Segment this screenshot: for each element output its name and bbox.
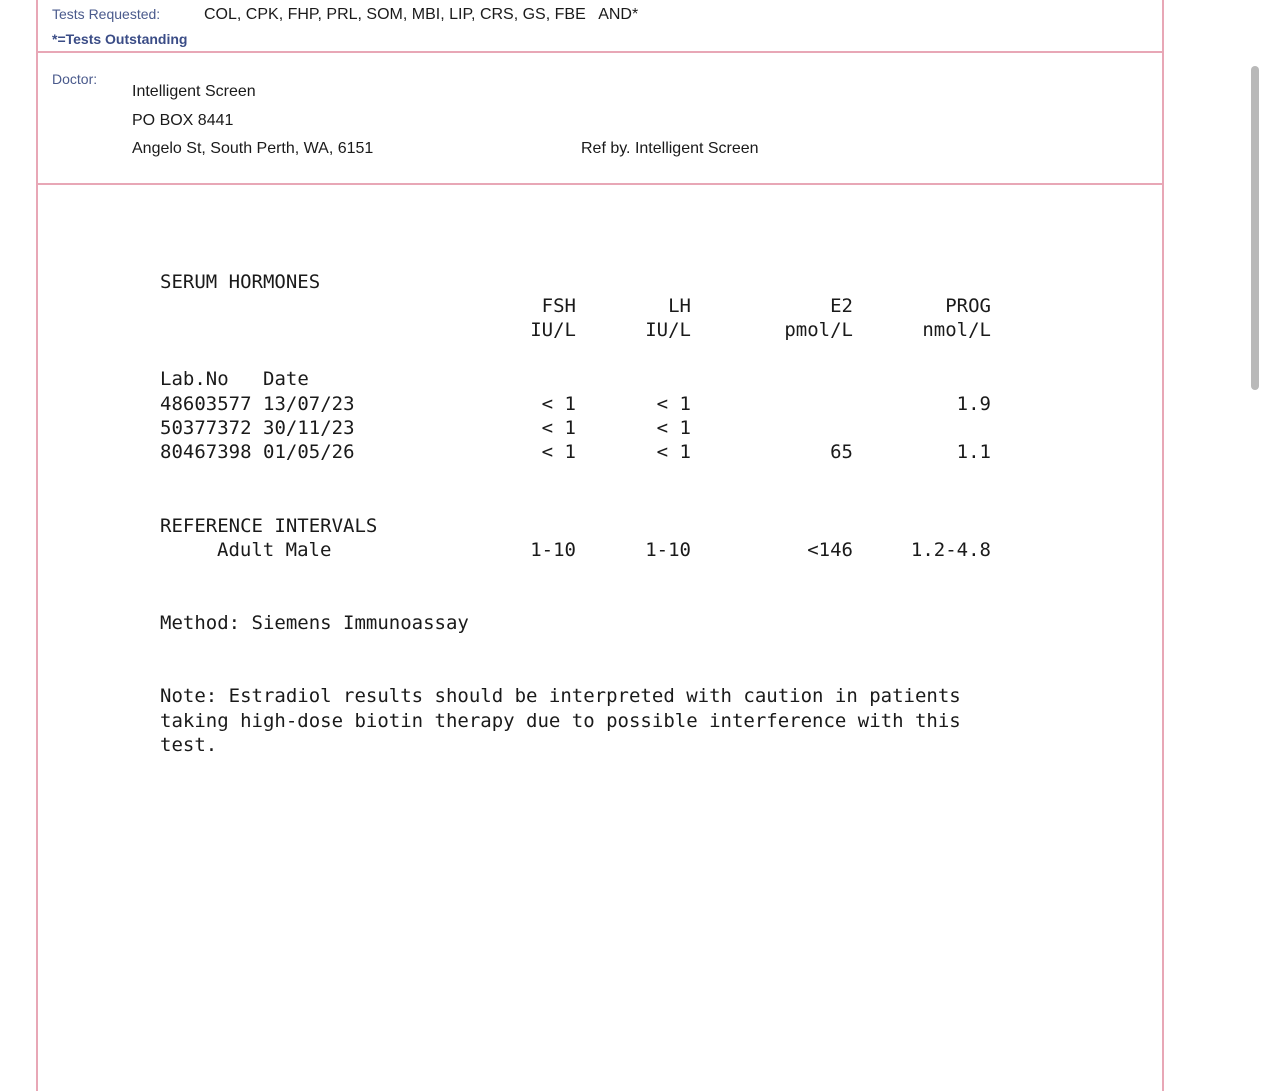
note-line-1: Note: Estradiol results should be interpreted with caution in patients bbox=[160, 685, 961, 707]
row-lab-no: 80467398 bbox=[160, 441, 252, 463]
referred-by: Ref by. Intelligent Screen bbox=[581, 140, 759, 157]
reference-title: REFERENCE INTERVALS bbox=[160, 515, 378, 537]
row-lh: < 1 bbox=[656, 441, 691, 463]
tests-requested-label: Tests Requested: bbox=[52, 6, 161, 22]
note-line-3: test. bbox=[160, 734, 218, 756]
doctor-address-line1: PO BOX 8441 bbox=[132, 112, 234, 129]
method-text: Method: Siemens Immunoassay bbox=[160, 612, 469, 634]
col-lh-name: LH bbox=[668, 295, 691, 317]
tests-outstanding-note: *=Tests Outstanding bbox=[52, 31, 188, 47]
reference-prog: 1.2-4.8 bbox=[910, 539, 991, 561]
scrollbar-thumb[interactable] bbox=[1251, 66, 1259, 390]
section-title: SERUM HORMONES bbox=[160, 271, 321, 293]
divider-top bbox=[36, 51, 1164, 53]
row-header-date: Date bbox=[263, 368, 309, 390]
reference-group: Adult Male bbox=[217, 539, 332, 561]
divider-doctor bbox=[36, 183, 1164, 185]
row-prog: 1.9 bbox=[956, 393, 991, 415]
row-date: 30/11/23 bbox=[263, 417, 355, 439]
col-fsh-name: FSH bbox=[541, 295, 576, 317]
col-e2-name: E2 bbox=[830, 295, 853, 317]
row-lab-no: 48603577 bbox=[160, 393, 252, 415]
reference-fsh: 1-10 bbox=[530, 539, 576, 561]
reference-e2: <146 bbox=[807, 539, 853, 561]
row-fsh: < 1 bbox=[541, 393, 576, 415]
row-date: 01/05/26 bbox=[263, 441, 355, 463]
col-fsh-unit: IU/L bbox=[530, 319, 576, 341]
row-date: 13/07/23 bbox=[263, 393, 355, 415]
tests-requested-value: COL, CPK, FHP, PRL, SOM, MBI, LIP, CRS, GS, FBE AND* bbox=[204, 6, 639, 23]
row-e2: 65 bbox=[830, 441, 853, 463]
row-prog: 1.1 bbox=[956, 441, 991, 463]
doctor-name: Intelligent Screen bbox=[132, 83, 256, 100]
row-lab-no: 50377372 bbox=[160, 417, 252, 439]
doctor-label: Doctor: bbox=[52, 71, 98, 87]
note-line-2: taking high-dose biotin therapy due to possible interference with this bbox=[160, 710, 961, 732]
row-lh: < 1 bbox=[656, 417, 691, 439]
row-header-lab: Lab.No bbox=[160, 368, 229, 390]
col-lh-unit: IU/L bbox=[645, 319, 691, 341]
row-fsh: < 1 bbox=[541, 441, 576, 463]
doctor-address-line2: Angelo St, South Perth, WA, 6151 bbox=[132, 140, 374, 157]
row-fsh: < 1 bbox=[541, 417, 576, 439]
reference-lh: 1-10 bbox=[645, 539, 691, 561]
col-e2-unit: pmol/L bbox=[784, 319, 853, 341]
col-prog-unit: nmol/L bbox=[922, 319, 991, 341]
col-prog-name: PROG bbox=[945, 295, 991, 317]
row-lh: < 1 bbox=[656, 393, 691, 415]
